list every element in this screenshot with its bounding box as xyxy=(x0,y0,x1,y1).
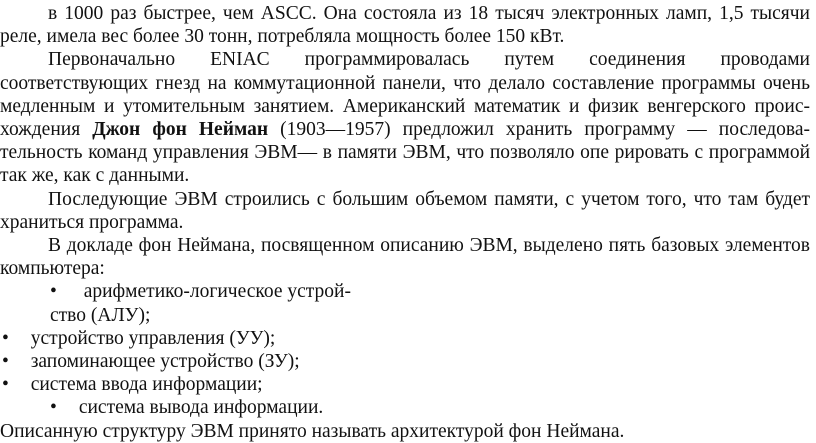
paragraph-2-line-5: тельность команд управления ЭВМ— в памяти ЭВМ, что позволяло опе рировать с программой xyxy=(0,142,810,164)
paragraph-2-line-3: медленным и утомительным занятием. Американский математик и физик венгерского проис- xyxy=(0,95,810,117)
person-name: Джон фон Нейман xyxy=(92,119,269,140)
paragraph-2-line-1: Первоначально ENIAC программировалась путем соединения проводами xyxy=(48,49,810,71)
list-item xyxy=(50,396,816,419)
text-segment: хождения xyxy=(0,119,93,140)
paragraph-3-line-1: Последующие ЭВМ строились с большим объемом памяти, с учетом того, что там будет xyxy=(48,188,810,210)
paragraph-2-line-2: соответствующих гнезд на коммутационной панели, что делало составление программы очень xyxy=(0,72,810,94)
list-item-text: арифметико-логическое устрой- xyxy=(83,281,351,303)
list-item-continuation: ство (АЛУ); xyxy=(50,304,151,326)
list-item-text: устройство управления (УУ); xyxy=(30,327,276,349)
list-item xyxy=(50,280,816,303)
paragraph-4-line-2: компьютера: xyxy=(0,258,105,280)
bullet-icon: • xyxy=(2,374,9,396)
paragraph-3-line-2: храниться программа. xyxy=(0,211,184,233)
paragraph-2-line-4 xyxy=(0,118,810,141)
list-item-text: запоминающее устройство (ЗУ); xyxy=(30,351,300,372)
paragraph-4-line-1: В докладе фон Неймана, посвященном описанию ЭВМ, выделено пять базовых элементов xyxy=(48,235,810,256)
bullet-icon: • xyxy=(50,281,57,303)
text-segment: (1903—1957) предложил хранить программу — последова- xyxy=(268,119,810,140)
list-item-text: система ввода информации; xyxy=(30,374,263,396)
list-item xyxy=(2,327,812,350)
paragraph-1-line-2: реле, имела вес более 30 тонн, потребляла мощность более 150 кВт. xyxy=(0,26,565,48)
paragraph-2-line-6: так же, как с данными. xyxy=(0,165,190,187)
bullet-icon: • xyxy=(2,327,9,349)
paragraph-1-line-1: в 1000 раз быстрее, чем ASCC. Она состояла из 18 тысяч электронных ламп, 1,5 тысячи xyxy=(48,3,810,24)
list-item-text: система вывода информации. xyxy=(78,397,324,419)
closing-sentence: Описанную структуру ЭВМ принято называть архитектурой фон Неймана. xyxy=(0,420,625,442)
list-item xyxy=(2,373,812,396)
bullet-icon: • xyxy=(50,397,57,419)
list-item xyxy=(2,350,812,373)
bullet-icon: • xyxy=(2,351,9,372)
